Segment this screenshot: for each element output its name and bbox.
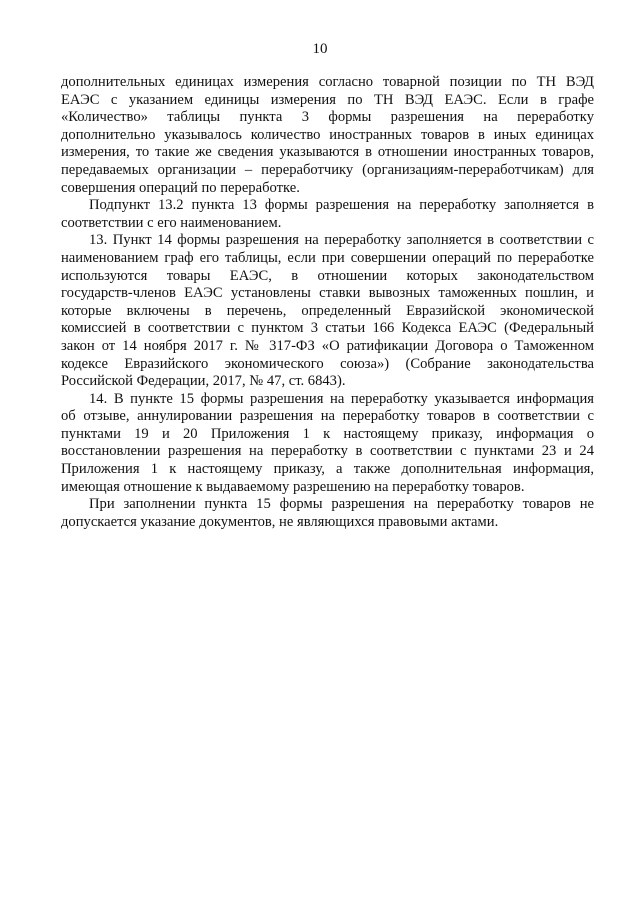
text-line: дополнительно указывалось количество иностранных товаров в иных единицах: [61, 126, 594, 143]
text-line: дополнительных единицах измерения согласно товарной позиции по ТН ВЭД: [61, 74, 594, 90]
paragraph: [61, 391, 594, 497]
text-line: восстановлении разрешения на переработку в соответствии с пунктами 23 и 24: [61, 443, 594, 460]
text-line: соответствии с его наименованием.: [61, 214, 282, 231]
paragraph: [61, 232, 594, 390]
page-number: 10: [312, 41, 328, 57]
text-line: совершения операций по переработке.: [61, 179, 300, 196]
text-line: ЕАЭС с указанием единицы измерения по ТН ВЭД ЕАЭС. Если в графе: [61, 91, 594, 108]
text-line: кодексе Евразийского экономического союза») (Собрание законодательства: [61, 355, 594, 372]
text-line: имеющая отношение к выдаваемому разрешению на переработку товаров.: [61, 478, 525, 495]
text-line: которые включены в перечень, определенный Евразийской экономической: [61, 302, 594, 319]
text-line: Подпункт 13.2 пункта 13 формы разрешения на переработку заполняется в: [89, 197, 594, 214]
text-line: измерения, то такие же сведения указываются в отношении иностранных товаров,: [61, 144, 594, 161]
text-line: При заполнении пункта 15 формы разрешения на переработку товаров не: [89, 496, 594, 513]
text-line: Приложения 1 к настоящему приказу, а также дополнительная информация,: [61, 461, 594, 478]
paragraph: [61, 197, 594, 232]
text-line: допускается указание документов, не являющихся правовыми актами.: [61, 513, 499, 530]
text-line: 14. В пункте 15 формы разрешения на переработку указывается информация: [89, 390, 594, 407]
text-line: используются товары ЕАЭС, в отношении которых законодательством: [61, 267, 594, 284]
text-line: комиссией в соответствии с пунктом 3 статьи 166 Кодекса ЕАЭС (Федеральный: [61, 320, 594, 337]
text-line: пунктами 19 и 20 Приложения 1 к настоящему приказу, информация о: [61, 425, 594, 442]
text-line: закон от 14 ноября 2017 г. № 317-ФЗ «О ратификации Договора о Таможенном: [61, 337, 594, 354]
paragraph: [61, 74, 594, 197]
paragraph: [61, 496, 594, 531]
text-line: государств-членов ЕАЭС установлены ставки вывозных таможенных пошлин, и: [61, 285, 594, 302]
text-line: Российской Федерации, 2017, № 47, ст. 6843).: [61, 373, 346, 390]
text-line: об отзыве, аннулировании разрешения на переработку товаров в соответствии с: [61, 408, 594, 425]
text-line: «Количество» таблицы пункта 3 формы разрешения на переработку: [61, 109, 594, 126]
text-line: наименованием граф его таблицы, если при совершении операций по переработке: [61, 249, 594, 266]
document-body: [61, 74, 594, 531]
text-line: передаваемых организации – переработчику (организациям-переработчикам) для: [61, 161, 594, 178]
text-line: 13. Пункт 14 формы разрешения на переработку заполняется в соответствии с: [89, 232, 594, 249]
